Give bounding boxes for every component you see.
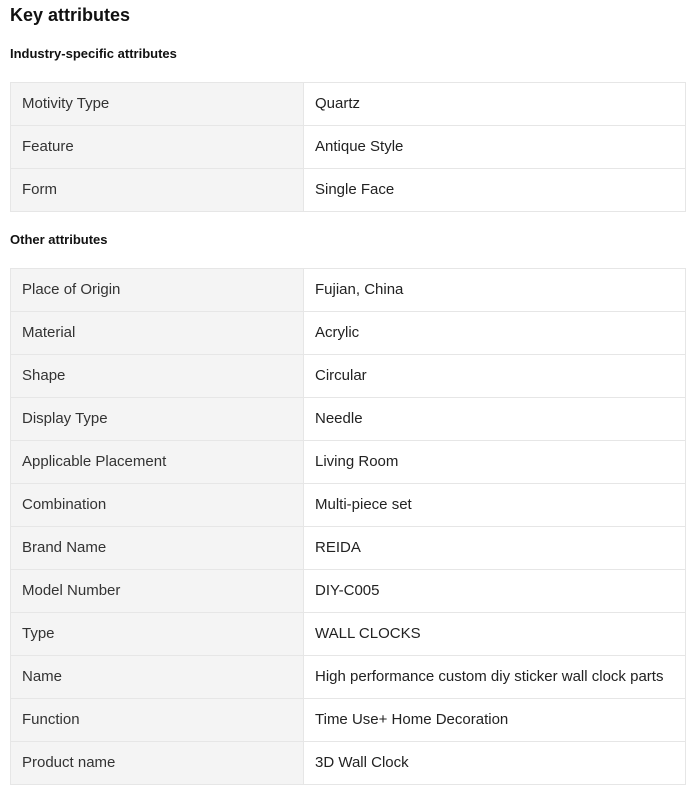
- key-attributes-panel: [10, 0, 686, 785]
- other-attributes-table: [10, 268, 686, 785]
- table-row: [11, 312, 686, 355]
- table-row: [11, 699, 686, 742]
- table-row: [11, 570, 686, 613]
- table-row: [11, 83, 686, 126]
- attribute-value: Living Room: [304, 441, 686, 484]
- attribute-value: REIDA: [304, 527, 686, 570]
- attribute-key: Combination: [11, 484, 304, 527]
- table-row: [11, 126, 686, 169]
- attribute-value: Time Use+ Home Decoration: [304, 699, 686, 742]
- attribute-key: Material: [11, 312, 304, 355]
- table-row: [11, 269, 686, 312]
- attribute-key: Place of Origin: [11, 269, 304, 312]
- attribute-value: Multi-piece set: [304, 484, 686, 527]
- attribute-key: Motivity Type: [11, 83, 304, 126]
- attribute-key: Applicable Placement: [11, 441, 304, 484]
- table-row: [11, 398, 686, 441]
- attribute-value: High performance custom diy sticker wall clock parts: [304, 656, 686, 699]
- attribute-value: Quartz: [304, 83, 686, 126]
- attribute-key: Name: [11, 656, 304, 699]
- table-row: [11, 441, 686, 484]
- attribute-value: Needle: [304, 398, 686, 441]
- table-row: [11, 656, 686, 699]
- attribute-value: Fujian, China: [304, 269, 686, 312]
- table-row: [11, 169, 686, 212]
- table-row: [11, 613, 686, 656]
- attribute-value: Antique Style: [304, 126, 686, 169]
- section-title-industry: Industry-specific attributes: [10, 46, 177, 61]
- section-title-other: Other attributes: [10, 232, 108, 247]
- attribute-value: WALL CLOCKS: [304, 613, 686, 656]
- attribute-value: Circular: [304, 355, 686, 398]
- industry-attributes-table: [10, 82, 686, 212]
- attribute-key: Feature: [11, 126, 304, 169]
- table-row: [11, 742, 686, 785]
- table-row: [11, 527, 686, 570]
- attribute-key: Brand Name: [11, 527, 304, 570]
- attribute-key: Form: [11, 169, 304, 212]
- attribute-value: Acrylic: [304, 312, 686, 355]
- attribute-key: Shape: [11, 355, 304, 398]
- table-row: [11, 355, 686, 398]
- attribute-key: Type: [11, 613, 304, 656]
- attribute-key: Function: [11, 699, 304, 742]
- attribute-value: Single Face: [304, 169, 686, 212]
- attribute-value: 3D Wall Clock: [304, 742, 686, 785]
- attribute-key: Display Type: [11, 398, 304, 441]
- attribute-value: DIY-C005: [304, 570, 686, 613]
- table-row: [11, 484, 686, 527]
- attribute-key: Product name: [11, 742, 304, 785]
- page-title: Key attributes: [10, 5, 131, 25]
- attribute-key: Model Number: [11, 570, 304, 613]
